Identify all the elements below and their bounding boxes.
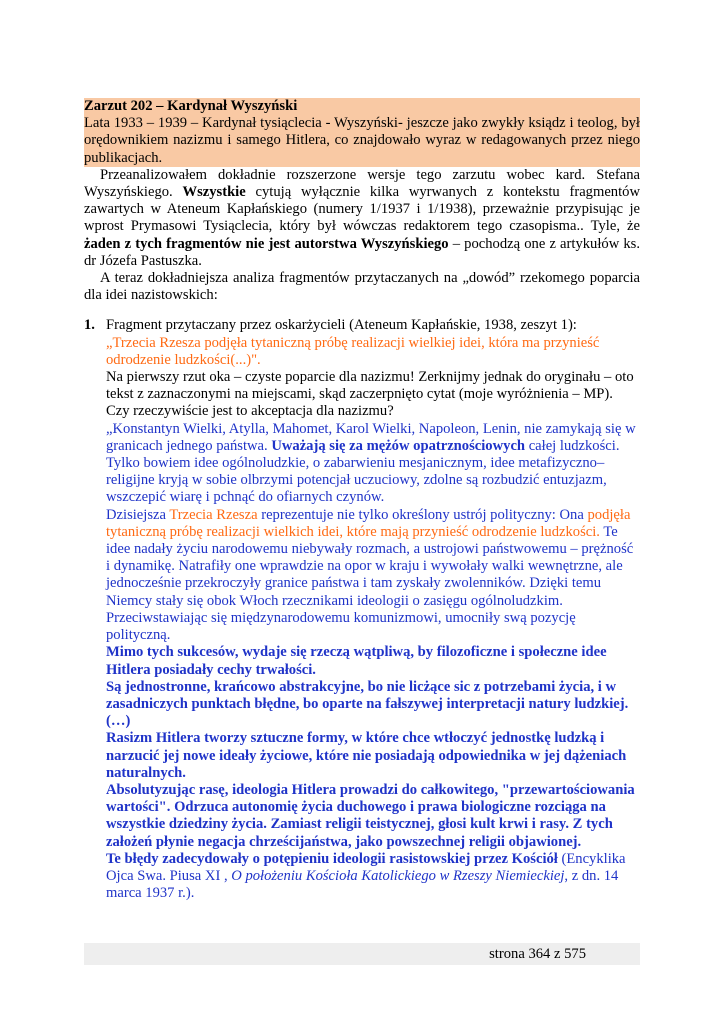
objection-claim: Lata 1933 – 1939 – Kardynał tysiąclecia - Wyszyński- jeszcze jako zwykły ksiądz i teolog, był orędownikiem nazizmu i samego Hitlera, co znajdowało wyraz w redagowanych przez niego publikacjach. [84, 115, 640, 166]
accused-quote: „Trzecia Rzesza podjęła tytaniczną próbę realizacji wielkiej idei, która ma przynieść odrodzenie ludzkości(...)". [106, 334, 600, 368]
original-text-c1: Dzisiejsza [106, 506, 170, 523]
original-text-c3: Te idee nadały życiu narodowemu niebywały rozmach, a ustrojowi państwowemu – prężność i dynamikę. Natrafiły one wprawdzie na opor w kraju i wywołały walki wewnętrzne, ale jednocześnie przekroczyły granice państwa i tam zyskały zwolenników. Dzięki temu Niemcy stały się obok Włoch rzecznikami ideologii o zasięgu ogólnoludzkim. Przeciwstawiając się międzynarodowemu komunizmowi, umocniły swą pozycję polityczną. [106, 523, 634, 644]
intro-text-3: – pochodzą one z artykułów ks. dr Józefa Pastuszka. [84, 235, 640, 269]
original-text-b: całej ludzkości. Tylko bowiem idee ogólnoludzkie, o zabarwieniu mesjanicznym, idee metafizyczno–religijne kryją w sobie olbrzymi potencjał uczuciowy, zdolne są rozbudzić entuzjazm, wszczepić wiarę i pchnąć do ofiarnych czynów. [106, 437, 620, 506]
original-text-c2: reprezentuje nie tylko określony ustrój polityczny: Ona [257, 506, 588, 523]
list-number: 1. [84, 317, 95, 334]
original-bold-paragraph-4: Absolutyzując rasę, ideologia Hitlera prowadzi do całkowitego, "przewartościowania wartości". Odrzuca autonomię życia duchowego i prawa biologiczne rozciąga na wszystkie dziedziny życia. Zamiast religii teistycznej, głosi kult krwi i rasy. Z tych założeń płynie negacja chrześcijaństwa, jako powszechnej religii objawionej. [106, 781, 635, 850]
intro-bold-all: Wszystkie [182, 184, 246, 201]
original-paragraph-2 [106, 507, 640, 645]
original-final-paragraph [106, 851, 640, 903]
page-footer [84, 943, 640, 965]
encyclical-ref-b: , z dn. 14 marca 1937 r.). [106, 867, 619, 902]
intro-paragraph [84, 167, 640, 270]
list-item-1 [84, 317, 640, 902]
intro-text-2: cytują wyłącznie kilka wyrwanych z kontekstu fragmentów zawartych w Ateneum Kapłańskiego (numery 1/1937 i 1/1938), przeważnie przypisując je wprost Prymasowi Tysiąclecia, który był wówczas redaktorem tego czasopisma.. Tyle, że [84, 184, 640, 235]
encyclical-title: O położeniu Kościoła Katolickiego w Rzeszy Niemieckiej [231, 867, 565, 884]
encyclical-ref-a: (Encyklika Ojca Swa. Piusa XI , [106, 850, 626, 884]
intro-text-1: Przeanalizowałem dokładnie rozszerzone wersje tego zarzutu wobec kard. Stefana Wyszyńskiego. [84, 166, 640, 201]
original-text-a: „Konstantyn Wielki, Atylla, Mahomet, Karol Wielki, Napoleon, Lenin, nie zamykają się w granicach jednego państwa. [106, 420, 636, 454]
original-highlight-reich: Trzecia Rzesza [169, 506, 258, 523]
author-comment: Na pierwszy rzut oka – czyste poparcie dla nazizmu! Zerknijmy jednak do oryginału – oto tekst z zaznaczonymi na miejscami, skąd zaczerpnięto cytat (moje wyróżnienia – MP). Czy rzeczywiście jest to akceptacja dla nazizmu? [106, 369, 634, 420]
original-text [106, 421, 640, 903]
objection-box [84, 98, 640, 167]
objection-title: Zarzut 202 – Kardynał Wyszyński [84, 98, 298, 114]
original-bold-paragraph-2: Są jednostronne, krańcowo abstrakcyjne, bo nie licżące sic z potrzebami życia, i w zasadniczych punktach błędne, bo oparte na fałszywej interpretacji natury ludzkiej. (…) [106, 678, 629, 730]
analysis-intro: A teraz dokładniejsza analiza fragmentów przytaczanych na „dowód” rzekomego poparcia dla idei nazistowskich: [84, 270, 640, 304]
original-bold-a: Uważają się za mężów opatrznościowych [271, 437, 526, 454]
original-bold-5: Te błędy zadecydowały o potępieniu ideologii rasistowskiej przez Kościół [106, 850, 558, 867]
original-bold-paragraph-3: Rasizm Hitlera tworzy sztuczne formy, w które chce wtłoczyć jednostkę ludzką i narzucić jej nowe ideały życiowe, które nie posiadają odpowiednika w jej dążeniach naturalnych. [106, 730, 627, 781]
document-page [84, 98, 640, 902]
original-highlight-quote: podjęła tytaniczną próbę realizacji wielkich idei, które mają przynieść odrodzenie ludzkości. [106, 506, 631, 540]
original-paragraph-1 [106, 421, 640, 507]
intro-bold-not-author: żaden z tych fragmentów nie jest autorstwa Wyszyńskiego [84, 235, 449, 252]
page-number: strona 364 z 575 [489, 946, 586, 962]
fragment-lead: Fragment przytaczany przez oskarżycieli (Ateneum Kapłańskie, 1938, zeszyt 1): [106, 317, 577, 334]
original-bold-paragraph-1: Mimo tych sukcesów, wydaje się rzeczą wątpliwą, by filozoficzne i społeczne idee Hitlera posiadały cechy trwałości. [106, 644, 607, 678]
